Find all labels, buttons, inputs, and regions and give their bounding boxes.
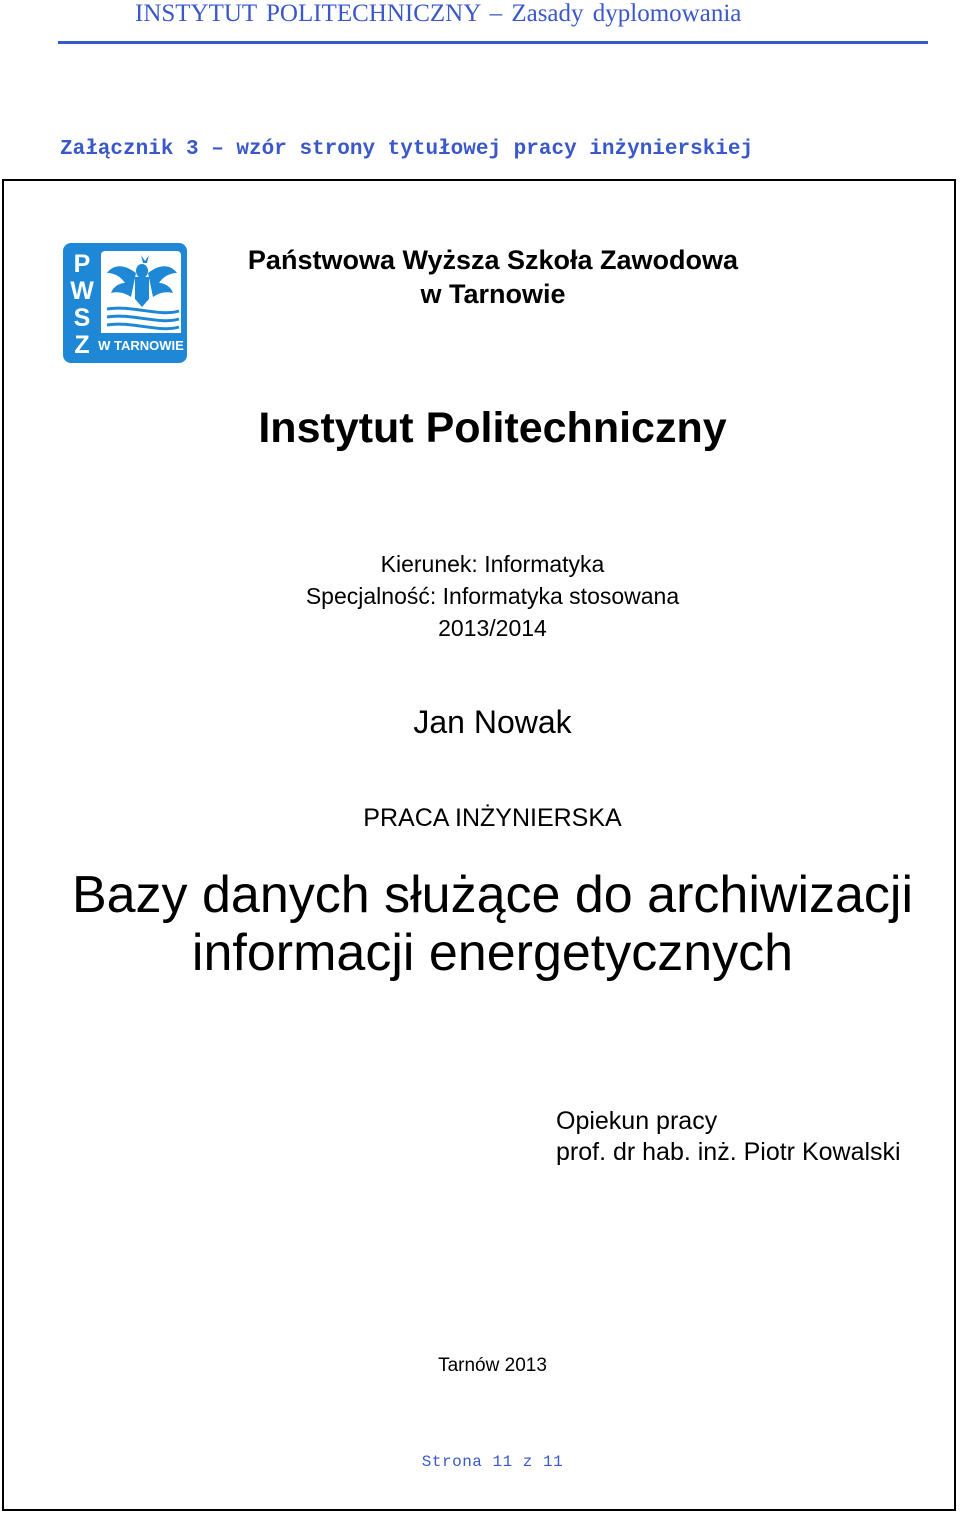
logo-letter-s: S — [73, 304, 91, 332]
logo-letter-p: P — [73, 250, 91, 278]
academic-year: 2013/2014 — [438, 615, 547, 641]
work-type: PRACA INŻYNIERSKA — [363, 804, 622, 832]
supervisor-label: Opiekun pracy — [556, 1107, 718, 1135]
logo-city-text: W TARNOWIE — [98, 338, 184, 353]
thesis-title-line2: informacji energetycznych — [191, 924, 794, 982]
place-and-date: Tarnów 2013 — [438, 1355, 547, 1376]
school-name-line2: w Tarnowie — [420, 279, 566, 309]
thesis-title — [0, 866, 960, 982]
school-name — [0, 243, 960, 311]
logo-letter-w: W — [70, 277, 94, 305]
author-name: Jan Nowak — [413, 704, 572, 740]
institute-name: Instytut Politechniczny — [258, 404, 727, 452]
specialization: Specjalność: Informatyka stosowana — [305, 583, 680, 609]
header-rule — [58, 41, 928, 44]
page-number: Strona 11 z 11 — [421, 1453, 564, 1471]
field-of-study: Kierunek: Informatyka — [380, 551, 605, 577]
title-page-frame — [2, 179, 956, 1511]
supervisor-name: prof. dr hab. inż. Piotr Kowalski — [556, 1138, 901, 1166]
program-info — [0, 548, 960, 644]
document-header-title: INSTYTUT POLITECHNICZNY – Zasady dyplomowania — [135, 0, 742, 27]
school-name-line1: Państwowa Wyższa Szkoła Zawodowa — [247, 245, 739, 275]
thesis-title-line1: Bazy danych służące do archiwizacji — [71, 866, 914, 924]
attachment-caption: Załącznik 3 – wzór strony tytułowej pracy inżynierskiej — [60, 138, 754, 161]
logo-letter-z: Z — [74, 331, 90, 359]
supervisor-block — [556, 1106, 901, 1168]
